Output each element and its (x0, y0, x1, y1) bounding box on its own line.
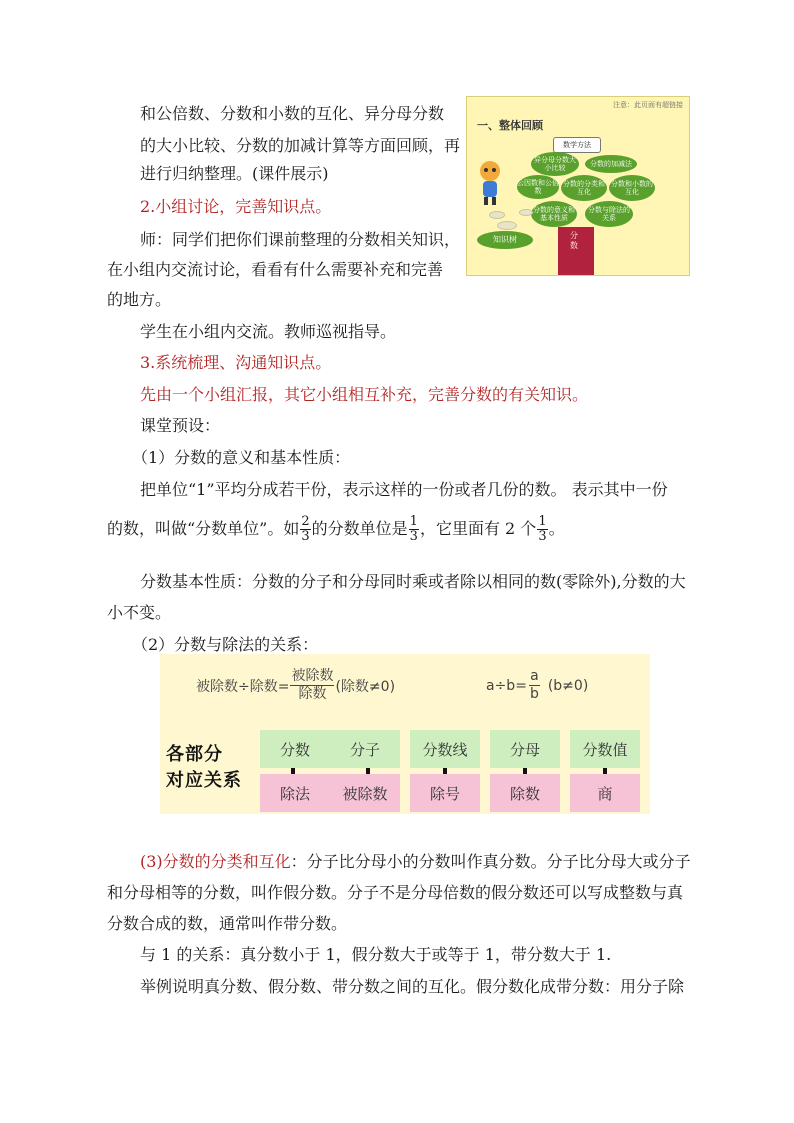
relation-cell-bottom: 除号 (410, 774, 480, 812)
text-line: 和分母相等的分数，叫作假分数。分子不是分母倍数的假分数还可以写成整数与真 (107, 883, 684, 902)
text-line: 进行归纳整理。(课件展示) (140, 164, 329, 183)
tree-leaf: 分数的意义和基本性质 (531, 201, 577, 227)
relation-cell-top: 分数值 (570, 730, 640, 768)
text-line: 与 1 的关系：真分数小于 1，假分数大于或等于 1，带分数大于 1. (140, 945, 612, 964)
text-line: 学生在小组内交流。教师巡视指导。 (140, 322, 397, 341)
relation-cell-top: 分母 (490, 730, 560, 768)
tree-leaf: 分数的分类和互化 (561, 175, 607, 201)
tree-leaf: 分数和小数的互化 (609, 175, 655, 201)
stepping-stone (519, 209, 533, 216)
subsection-heading: （1）分数的意义和基本性质： (132, 448, 351, 467)
text-line: 把单位“1”平均分成若干份，表示这样的一份或者几份的数。 表示其中一份 (140, 480, 668, 499)
relation-cell-bottom: 除数 (490, 774, 560, 812)
relation-cell-top: 分数线 (410, 730, 480, 768)
slide-knowledge-tree (466, 96, 690, 276)
text-line-with-fractions: 的数，叫做“分数单位”。如 $\frac{2}{3}$ 的分数单位是 $\frac{1}{3}$ ，它里面有 2 个 $\frac{1}{3}$ 。 (107, 514, 565, 544)
text-line: 在小组内交流讨论，看看有什么需要补充和完善 (107, 260, 444, 279)
tree-leaf: 公因数和公倍数 (517, 175, 559, 199)
tree-leaf: 分数与除法的关系 (585, 201, 633, 227)
formula-fraction: $\frac{\text{被除数}}{\text{除数}}$ (291, 668, 334, 702)
fraction-one-third: $\frac{1}{3}$ (538, 514, 547, 544)
relation-cell-bottom: 商 (570, 774, 640, 812)
formula-letters: a÷b= $\frac{a}{b}$ (b≠0) (486, 668, 589, 702)
subsection-heading: （2）分数与除法的关系： (132, 635, 319, 654)
fraction-division-relation-figure (160, 654, 650, 814)
correspondence-label: 各部分 对应关系 (166, 744, 242, 791)
stepping-stone (497, 221, 517, 230)
text-line: 先由一个小组汇报，其它小组相互补充，完善分数的有关知识。 (140, 385, 589, 404)
text-line: 课堂预设： (140, 416, 221, 435)
tree-leaf: 分数的加减法 (585, 155, 637, 173)
formula-fraction: $\frac{a}{b}$ (529, 668, 539, 702)
relation-cell-bottom: 除法 (260, 774, 330, 812)
text-line: (3)分数的分类和互化：分子比分母小的分数叫作真分数。分子比分母大或分子 (140, 852, 691, 871)
slide-note: 注意：此页面有超链接 (613, 101, 683, 109)
fraction-one-third: $\frac{1}{3}$ (409, 514, 418, 544)
stepping-stone (489, 211, 505, 219)
relation-cell-bottom: 被除数 (330, 774, 400, 812)
relation-cell-top: 分子 (330, 730, 400, 768)
fraction-two-thirds: $\frac{2}{3}$ (301, 514, 310, 544)
trunk-label: 分数 (570, 231, 578, 250)
formula-words: 被除数÷除数= $\frac{\text{被除数}}{\text{除数}}$ (除数≠0) (196, 668, 396, 702)
cartoon-character-icon (473, 157, 507, 207)
text-line: 的大小比较、分数的加减计算等方面回顾，再 (140, 136, 461, 155)
section-heading: 3.系统梳理、沟通知识点。 (140, 353, 332, 372)
section-heading: 2.小组讨论，完善知识点。 (140, 197, 332, 216)
tree-leaf: 异分母分数大小比较 (531, 152, 579, 176)
text-line: 分数合成的数，通常叫作带分数。 (107, 914, 348, 933)
text-line: 分数基本性质：分数的分子和分母同时乘或者除以相同的数(零除外),分数的大 (140, 572, 686, 591)
text-line: 师：同学们把你们课前整理的分数相关知识， (140, 230, 461, 249)
slide-title: 一、整体回顾 (477, 119, 543, 132)
text-line: 的地方。 (107, 290, 172, 309)
knowledge-tree-label: 知识树 (477, 231, 533, 249)
text-line: 和公倍数、分数和小数的互化、异分母分数 (140, 104, 445, 123)
text-line: 小不变。 (107, 603, 172, 622)
relation-cell-top: 分数 (260, 730, 330, 768)
slide-sign: 数学方法 (553, 137, 601, 153)
text-line: 举例说明真分数、假分数、带分数之间的互化。假分数化成带分数：用分子除 (140, 977, 685, 996)
